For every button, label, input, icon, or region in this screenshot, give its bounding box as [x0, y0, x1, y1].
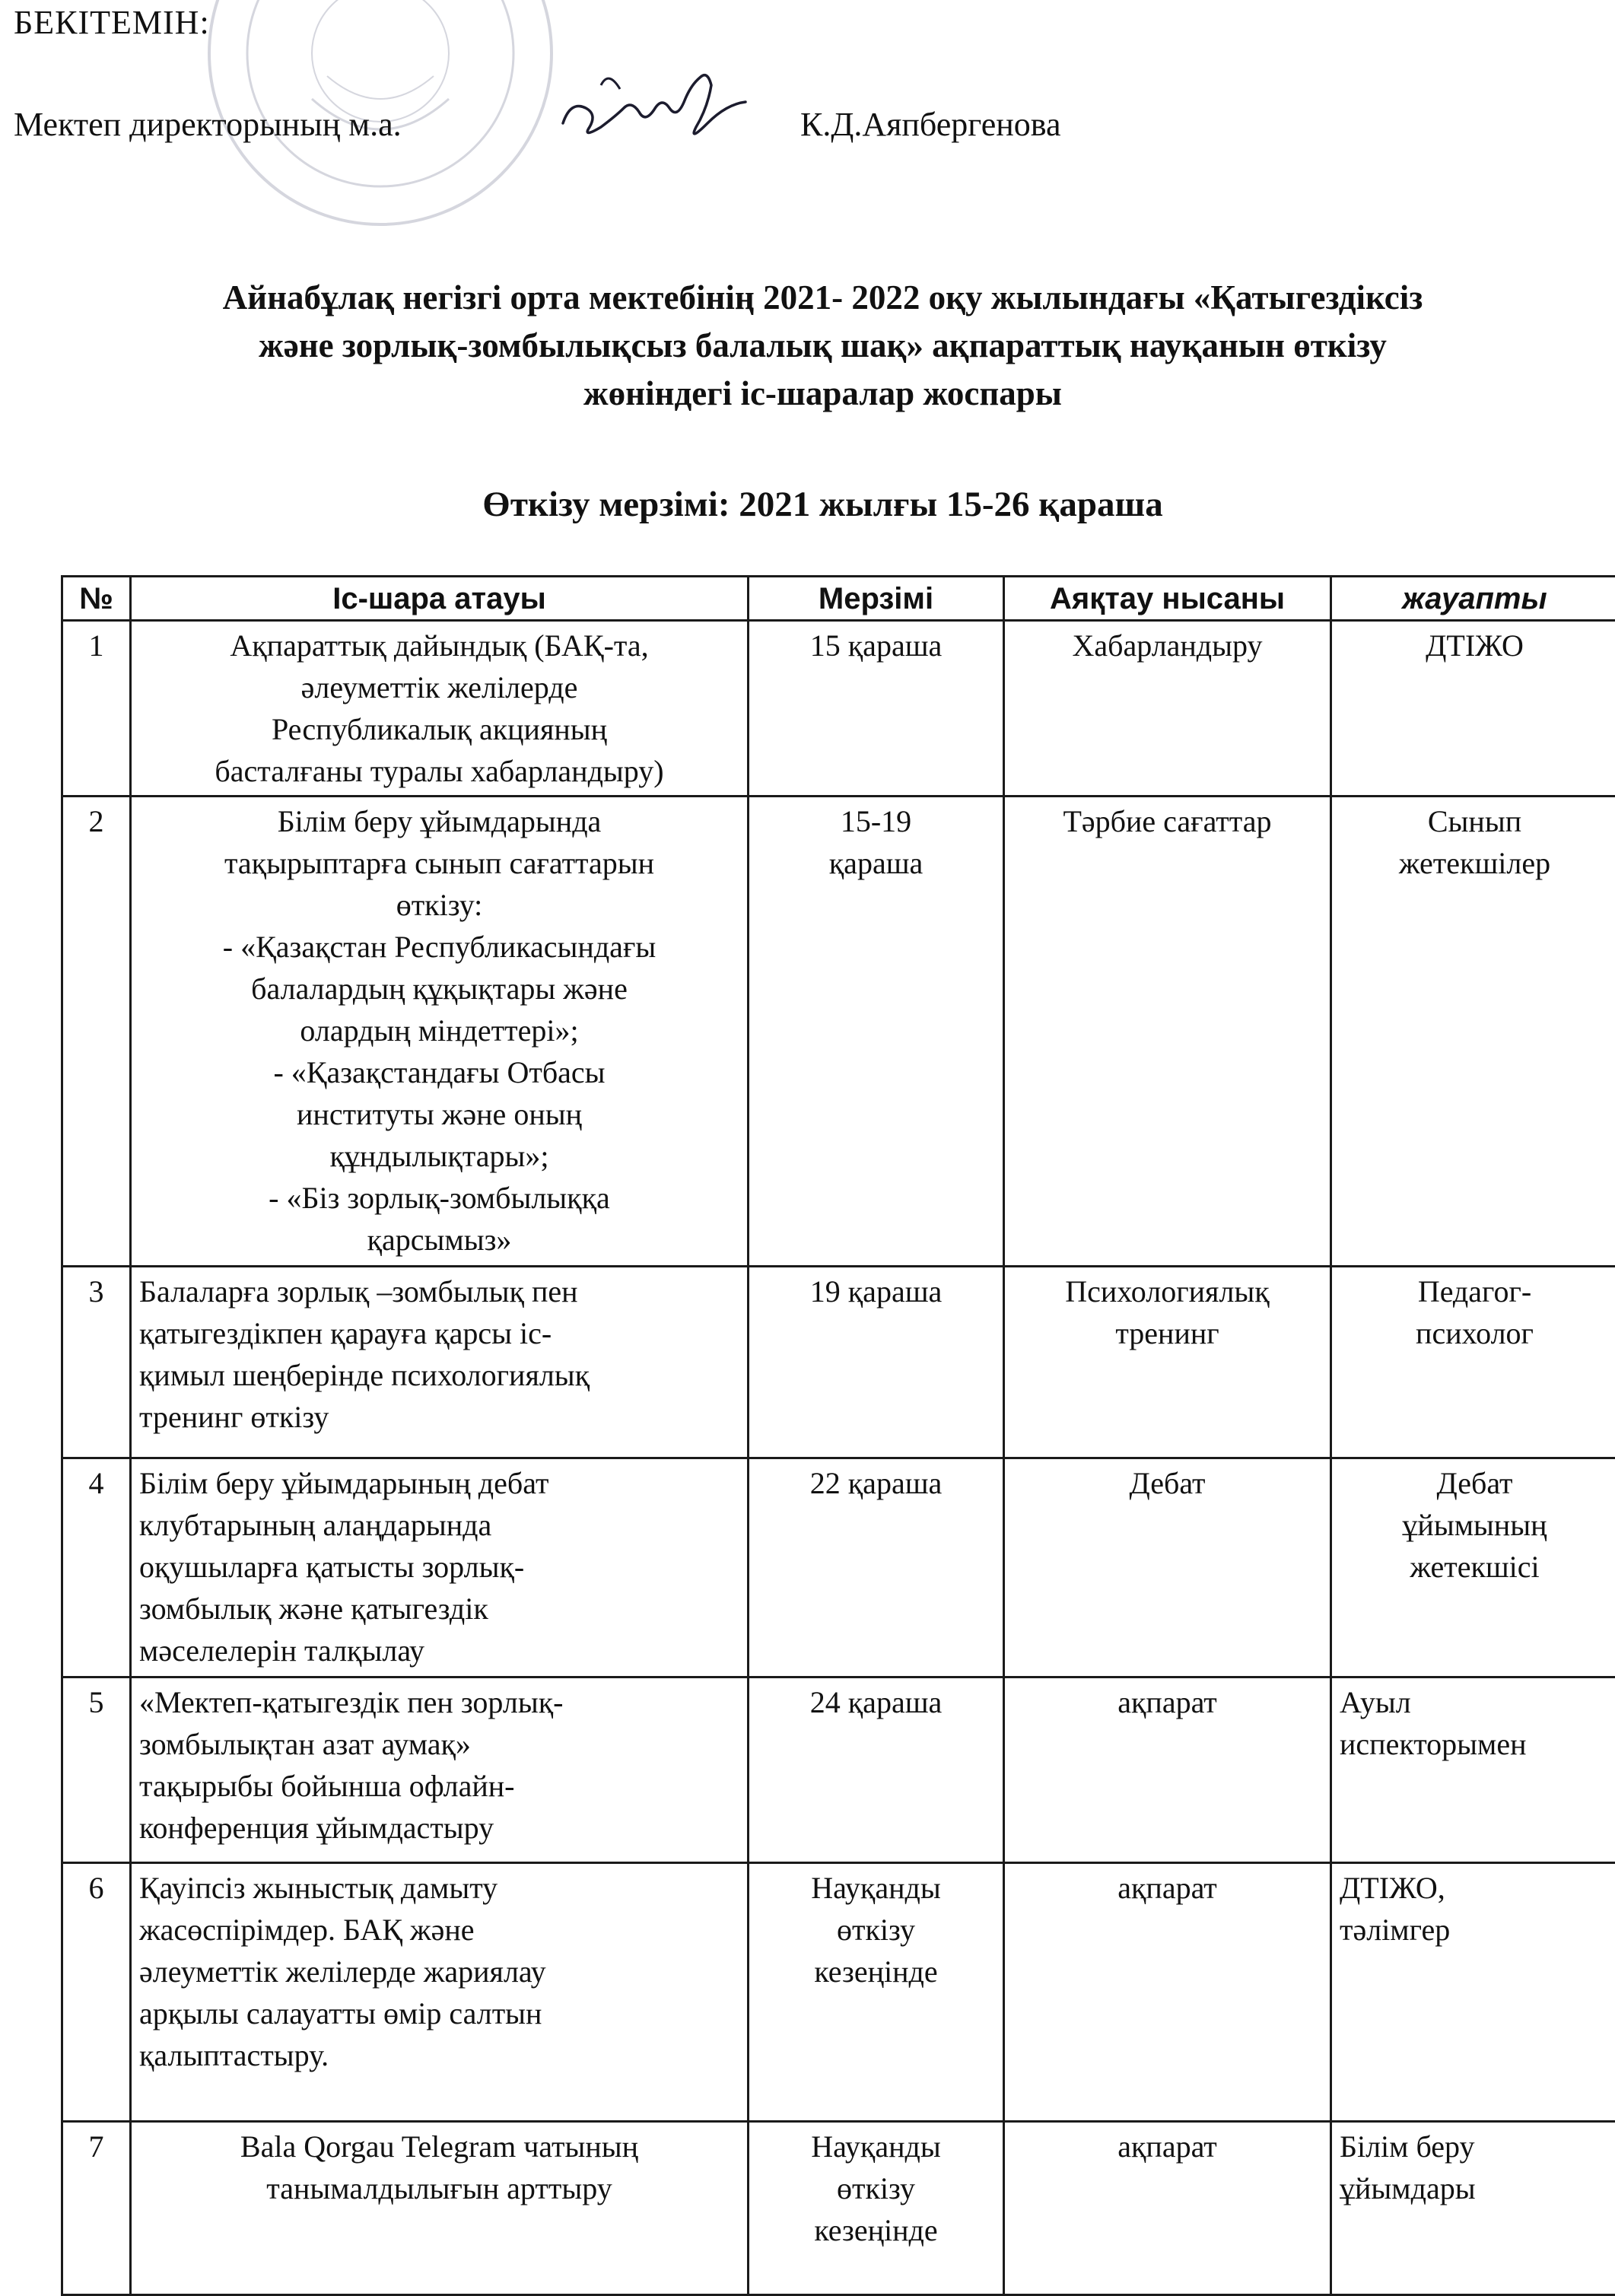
row-number: 3: [62, 1267, 131, 1458]
event-name-line: қатыгездікпен қарауға қарсы іс-: [139, 1312, 739, 1354]
row-number: 7: [62, 2122, 131, 2295]
responsible-line: Білім беру: [1340, 2126, 1610, 2167]
event-name: [131, 1458, 749, 1677]
event-date: [749, 1677, 1004, 1863]
table-row: [62, 797, 1615, 1267]
table-row: [62, 1863, 1615, 2122]
event-name-line: институты және оның: [139, 1093, 739, 1135]
completion-form: [1004, 621, 1331, 797]
event-date-line: өткізу: [757, 1909, 995, 1951]
event-name-line: зомбылық және қатыгездік: [139, 1588, 739, 1630]
event-date-line: өткізу: [757, 2167, 995, 2209]
responsible-line: ұйымының: [1340, 1504, 1610, 1546]
event-name-line: қимыл шеңберінде психологиялық: [139, 1354, 739, 1396]
completion-form: [1004, 1863, 1331, 2122]
event-name-line: «Мектеп-қатыгездік пен зорлық-: [139, 1681, 739, 1723]
event-name-line: әлеуметтік желілерде: [139, 666, 739, 708]
event-date-line: Науқанды: [757, 2126, 995, 2167]
event-date-line: 22 қараша: [757, 1462, 995, 1504]
event-name-line: зомбылықтан азат аумақ»: [139, 1723, 739, 1765]
completion-form-line: Хабарландыру: [1013, 625, 1322, 666]
table-row: [62, 1677, 1615, 1863]
responsible-line: испекторымен: [1340, 1723, 1610, 1765]
event-date-line: Науқанды: [757, 1867, 995, 1909]
event-name-line: тренинг өткізу: [139, 1396, 739, 1438]
event-date-line: қараша: [757, 842, 995, 884]
event-date-line: 15 қараша: [757, 625, 995, 666]
event-name: [131, 2122, 749, 2295]
event-date-line: 15-19: [757, 800, 995, 842]
event-date: [749, 1863, 1004, 2122]
completion-form-line: ақпарат: [1013, 2126, 1322, 2167]
event-name-line: жасөспірімдер. БАҚ және: [139, 1909, 739, 1951]
signature-icon: [555, 55, 753, 154]
completion-form-line: Дебат: [1013, 1462, 1322, 1504]
responsible-line: ДТІЖО: [1340, 625, 1610, 666]
event-name-line: құндылықтары»;: [139, 1135, 739, 1177]
event-name-line: қалыптастыру.: [139, 2034, 739, 2076]
event-name-line: мәселелерін талқылау: [139, 1630, 739, 1671]
event-date: [749, 1458, 1004, 1677]
row-number: 5: [62, 1677, 131, 1863]
header-date: Мерзімі: [749, 577, 1004, 621]
completion-form: [1004, 2122, 1331, 2295]
event-name-line: Bala Qorgau Telegram чатының: [139, 2126, 739, 2167]
event-name: [131, 797, 749, 1267]
row-number: 1: [62, 621, 131, 797]
event-name-line: Білім беру ұйымдарында: [139, 800, 739, 842]
event-date: [749, 797, 1004, 1267]
event-name-line: - «Біз зорлық-зомбылыққа: [139, 1177, 739, 1219]
plan-table: [61, 575, 1615, 2296]
responsible: [1331, 621, 1615, 797]
responsible: [1331, 2122, 1615, 2295]
row-number: 2: [62, 797, 131, 1267]
event-name-line: тақырыбы бойынша офлайн-: [139, 1765, 739, 1807]
event-name: [131, 621, 749, 797]
table-row: [62, 1267, 1615, 1458]
responsible: [1331, 797, 1615, 1267]
completion-form: [1004, 1677, 1331, 1863]
event-name-line: Білім беру ұйымдарының дебат: [139, 1462, 739, 1504]
event-name-line: - «Қазақстан Республикасындағы: [139, 926, 739, 968]
event-date: [749, 1267, 1004, 1458]
title-line: Айнабұлақ негізгі орта мектебінің 2021- 2022 оқу жылындағы «Қатыгездіксіз: [30, 274, 1615, 322]
responsible: [1331, 1458, 1615, 1677]
event-name: [131, 1267, 749, 1458]
header-responsible: жауапты: [1331, 577, 1615, 621]
responsible: [1331, 1677, 1615, 1863]
completion-form: [1004, 1267, 1331, 1458]
responsible-line: Педагог-: [1340, 1270, 1610, 1312]
completion-form-line: Тәрбие сағаттар: [1013, 800, 1322, 842]
responsible-line: тәлімгер: [1340, 1909, 1610, 1951]
title-line: жөніндегі іс-шаралар жоспары: [30, 370, 1615, 418]
approval-director-line: Мектеп директорының м.а.: [14, 105, 402, 144]
approval-title: БЕКІТЕМІН:: [14, 3, 210, 42]
header-number: №: [62, 577, 131, 621]
responsible-line: Дебат: [1340, 1462, 1610, 1504]
event-name-line: клубтарының алаңдарында: [139, 1504, 739, 1546]
event-date-line: 24 қараша: [757, 1681, 995, 1723]
completion-form-line: тренинг: [1013, 1312, 1322, 1354]
responsible-line: жетекшісі: [1340, 1546, 1610, 1588]
header-event-name: Іс-шара атауы: [131, 577, 749, 621]
responsible: [1331, 1863, 1615, 2122]
event-name-line: конференция ұйымдастыру: [139, 1807, 739, 1849]
event-date-line: 19 қараша: [757, 1270, 995, 1312]
approval-name: К.Д.Аяпбергенова: [800, 105, 1061, 144]
event-name-line: Қауіпсіз жыныстық дамыту: [139, 1867, 739, 1909]
header-completion-form: Аяқтау нысаны: [1004, 577, 1331, 621]
responsible: [1331, 1267, 1615, 1458]
completion-form: [1004, 797, 1331, 1267]
event-date-line: кезеңінде: [757, 1951, 995, 1992]
row-number: 4: [62, 1458, 131, 1677]
event-name-line: - «Қазақстандағы Отбасы: [139, 1051, 739, 1093]
event-date-line: кезеңінде: [757, 2209, 995, 2251]
completion-form-line: ақпарат: [1013, 1867, 1322, 1909]
event-name-line: балалардың құқықтары және: [139, 968, 739, 1010]
event-name-line: өткізу:: [139, 884, 739, 926]
document-title: [30, 274, 1615, 418]
event-name-line: Балаларға зорлық –зомбылық пен: [139, 1270, 739, 1312]
completion-form: [1004, 1458, 1331, 1677]
event-name-line: қарсымыз»: [139, 1219, 739, 1261]
responsible-line: жетекшілер: [1340, 842, 1610, 884]
title-line: және зорлық-зомбылықсыз балалық шақ» ақпараттық науқанын өткізу: [30, 322, 1615, 370]
table-header-row: [62, 577, 1615, 621]
responsible-line: ДТІЖО,: [1340, 1867, 1610, 1909]
completion-form-line: Психологиялық: [1013, 1270, 1322, 1312]
event-name-line: басталғаны туралы хабарландыру): [139, 750, 739, 792]
event-name-line: тақырыптарға сынып сағаттарын: [139, 842, 739, 884]
event-date: [749, 2122, 1004, 2295]
table-row: [62, 1458, 1615, 1677]
event-name: [131, 1863, 749, 2122]
document-subtitle: Өткізу мерзімі: 2021 жылғы 15-26 қараша: [30, 484, 1615, 525]
event-name: [131, 1677, 749, 1863]
responsible-line: Ауыл: [1340, 1681, 1610, 1723]
table-row: [62, 621, 1615, 797]
row-number: 6: [62, 1863, 131, 2122]
responsible-line: Сынып: [1340, 800, 1610, 842]
completion-form-line: ақпарат: [1013, 1681, 1322, 1723]
table-row: [62, 2122, 1615, 2295]
event-name-line: оқушыларға қатысты зорлық-: [139, 1546, 739, 1588]
event-name-line: әлеуметтік желілерде жариялау: [139, 1951, 739, 1992]
event-name-line: Республикалық акцияның: [139, 708, 739, 750]
event-name-line: Ақпараттық дайындық (БАҚ-та,: [139, 625, 739, 666]
event-name-line: арқылы салауатты өмір салтын: [139, 1992, 739, 2034]
event-name-line: танымалдылығын арттыру: [139, 2167, 739, 2209]
responsible-line: психолог: [1340, 1312, 1610, 1354]
event-date: [749, 621, 1004, 797]
event-name-line: олардың міндеттері»;: [139, 1010, 739, 1051]
responsible-line: ұйымдары: [1340, 2167, 1610, 2209]
